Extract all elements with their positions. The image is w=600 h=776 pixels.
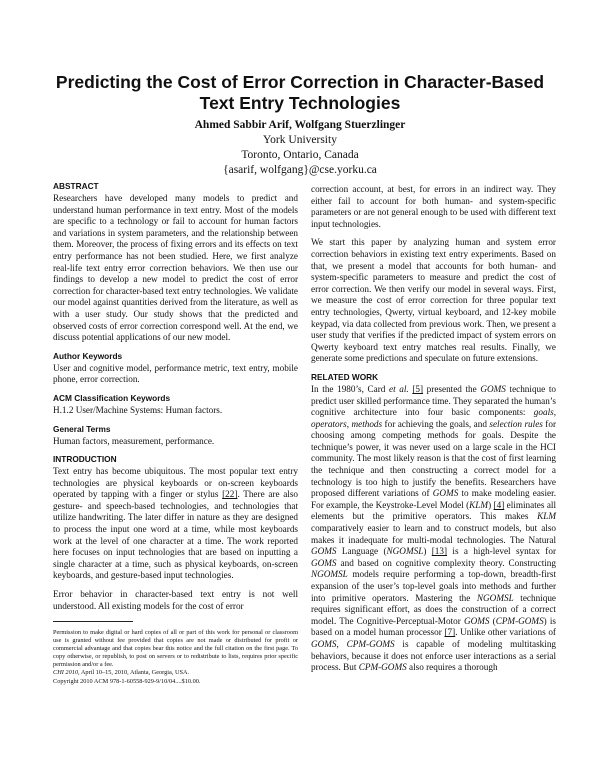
- right-column: [311, 184, 556, 681]
- rw-text: ): [423, 546, 432, 557]
- terms-heading: General Terms: [53, 423, 111, 434]
- keywords-text: User and cognitive model, performance metric, text entry, mobile phone, error correction.: [53, 362, 298, 385]
- rw-term: GOMS: [311, 638, 337, 649]
- rw-text: In the 1980’s, Card: [311, 383, 390, 394]
- rw-text: ,: [553, 407, 556, 418]
- rw-etal: et al.: [389, 383, 409, 394]
- rw-text: presented the: [423, 383, 481, 394]
- rw-text: ,: [346, 418, 352, 429]
- rw-text: technique requires significant effort, as does the construction of a correct model. The Cognitive-Perceptual-Motor: [311, 592, 556, 626]
- author-email: {asarif, wolfgang}@cse.yorku.ca: [223, 164, 377, 176]
- right-paragraph-1: correction account, at best, for errors in an indirect way. They either fail to account for both human- and system-specific parameters or are not general enough to be used with different text input technologies.: [311, 184, 556, 229]
- rw-text: for achieving the goals, and: [382, 418, 490, 429]
- rw-text: is capable of modeling multitasking behaviors, because it does not enforce user interactions as a serial process. But: [311, 638, 557, 673]
- rw-text: (: [489, 615, 496, 626]
- related-work-paragraph: [311, 384, 556, 674]
- citation-5[interactable]: [5]: [412, 383, 424, 394]
- title-line-1: Predicting the Cost of Error Correction in Character-Based: [55, 72, 545, 92]
- left-column: [53, 181, 298, 619]
- rw-term: GOMS: [480, 383, 506, 394]
- location: Toronto, Ontario, Canada: [241, 149, 359, 161]
- rw-text: to make modeling easier. For example, the Keystroke-Level Model (: [311, 488, 556, 510]
- rw-term: NGOMSL: [476, 592, 514, 603]
- title-line-2: Text Entry Technologies: [199, 93, 401, 113]
- rw-text: ) is based on a model human processor: [311, 615, 557, 638]
- rw-term: NGOMSL: [311, 569, 348, 580]
- rw-text: technique to predict user skilled performance time. They separated the human’s cognitive architecture into four basic components:: [311, 383, 556, 418]
- rw-text: ): [488, 499, 494, 510]
- rw-term: GOMS: [463, 615, 490, 626]
- copyright-line: Copyright 2010 ACM 978-1-60558-929-9/10/04....$10.00.: [53, 677, 201, 685]
- rw-term: GOMS: [311, 546, 337, 557]
- rw-text: also requires a thorough: [406, 662, 498, 673]
- affiliation: York University: [263, 134, 337, 146]
- acm-text: H.1.2 User/Machine Systems: Human factors.: [53, 404, 223, 415]
- terms-text: Human factors, measurement, performance.: [53, 435, 215, 446]
- right-paragraph-2: We start this paper by analyzing human and system error correction behaviors in existing text entry experiments. Based on that, we present a model that accounts for both human- and system-specific parameters to measure and predict the cost of error correction. We then verify our model in several ways. First, we measure the cost of error correction for three popular text entry technologies, Qwerty, virtual keyboard, and 12-key mobile keypad, via data collected from previous work. Then, we present a user study that verifies if the predicted impact of system errors on Qwerty keyboard text entry matches real results. Finally, we generate some predictions and speculate on future extensions.: [311, 237, 556, 364]
- citation-22[interactable]: [22]: [222, 489, 238, 500]
- rw-term: methods: [351, 418, 383, 429]
- intro-heading: INTRODUCTION: [53, 454, 117, 465]
- rw-term: NGOMSL: [386, 546, 424, 557]
- rw-term: GOMS: [432, 488, 459, 499]
- paper-title: [40, 72, 560, 114]
- rw-text: ,: [336, 638, 347, 649]
- rw-text: eliminates all elements but the primitive operators. This makes: [311, 499, 557, 522]
- citation-13[interactable]: [13]: [431, 546, 448, 557]
- rw-term: CPM-GOMS: [495, 615, 544, 626]
- intro-paragraph-2: Error behavior in character-based text entry is not well understood. All existing models for the cost of error: [53, 589, 298, 611]
- rw-term: CPM-GOMS: [358, 662, 407, 673]
- rw-term: selection rules: [489, 418, 543, 429]
- abstract-heading: ABSTRACT: [53, 181, 99, 191]
- abstract-text: Researchers have developed many models to predict and understand human performance in text entry. Most of the models are specific to a technology or fail to account for human factors and variations in system parameters, and the relationship between them. Moreover, the process of fixing errors and its effects on text entry performance has not been studied. Here, we first analyze real-life text entry error correction behaviors. We then use our findings to develop a new model to predict the cost of error correction for character-based text entry technologies. We validate our model against quantities derived from the literature, as well as with a user study. Our study shows that the predicted and observed costs of error correction correspond well. At the end, we discuss potential applications of our new model.: [53, 193, 298, 343]
- rw-term: GOMS: [311, 557, 337, 568]
- citation-4[interactable]: [4]: [493, 499, 505, 510]
- footnote-rule: [53, 621, 133, 622]
- rw-term: KLM: [469, 499, 489, 510]
- intro-paragraph-1: [53, 466, 298, 582]
- rw-term: operators: [311, 418, 347, 429]
- keywords-heading: Author Keywords: [53, 350, 123, 361]
- rw-text: is a high-level syntax for: [447, 546, 557, 557]
- citation-7[interactable]: [7]: [444, 627, 456, 638]
- rw-term: CPM-GOMS: [346, 638, 395, 649]
- conference-details: , April 10–15, 2010, Atlanta, Georgia, USA.: [78, 669, 190, 677]
- intro-p1-text-b: . There are also gesture- and speech-based technologies, and technologies that utilize handwriting. The later differ in nature as they are designed to process the input one word at a time, while most keyboards work at the level of one character at a time. The work reported here focuses on input technologies that are based on inputting a single character at a time, such as physical keyboards, on-screen keyboards, and gesture-based input technologies.: [53, 489, 298, 581]
- rw-text: . Unlike other variations of: [455, 627, 556, 638]
- rw-text: models require performing a top-down, breadth-first expansion of the user’s top-level goals into methods and further into primitive operators. Mastering the: [311, 569, 556, 603]
- author-names: Ahmed Sabbir Arif, Wolfgang Stuerzlinger: [194, 119, 406, 131]
- copyright-notice: [53, 629, 298, 686]
- rw-text: and based on cognitive complexity theory. Constructing: [336, 557, 556, 568]
- related-work-heading: RELATED WORK: [311, 371, 379, 382]
- rw-text: Language (: [336, 546, 387, 557]
- permission-text: Permission to make digital or hard copies of all or part of this work for personal or classroom use is granted without fee provided that copies are not made or distributed for profit or commercial advantage and that copies bear this notice and the full citation on the first page. To copy otherwise, or republish, to post on servers or to redistribute to lists, requires prior specific permission and/or a fee.: [53, 629, 298, 669]
- acm-heading: ACM Classification Keywords: [53, 392, 171, 403]
- intro-p1-text-a: Text entry has become ubiquitous. The most popular text entry technologies are physical keyboards or on-screen keyboards operated by tapping with a finger or stylus: [53, 466, 298, 500]
- conference-name: CHI 2010: [53, 669, 79, 677]
- rw-text: comparatively easier to learn and to construct models, but also makes it inadequate for multi-modal technologies. The Natural: [311, 523, 556, 545]
- conference-line: [53, 669, 298, 677]
- rw-term: goals: [533, 407, 554, 418]
- rw-text: for choosing among competing methods for goals. Despite the technique’s power, it was never used on a large scale in the HCI community. The most likely reason is that the cost of first learning the technique and then constructing a correct model for a technology is too high to justify the benefits. Researchers have proposed different variations of: [311, 418, 557, 499]
- author-block: [40, 118, 560, 178]
- rw-term: KLM: [537, 511, 556, 522]
